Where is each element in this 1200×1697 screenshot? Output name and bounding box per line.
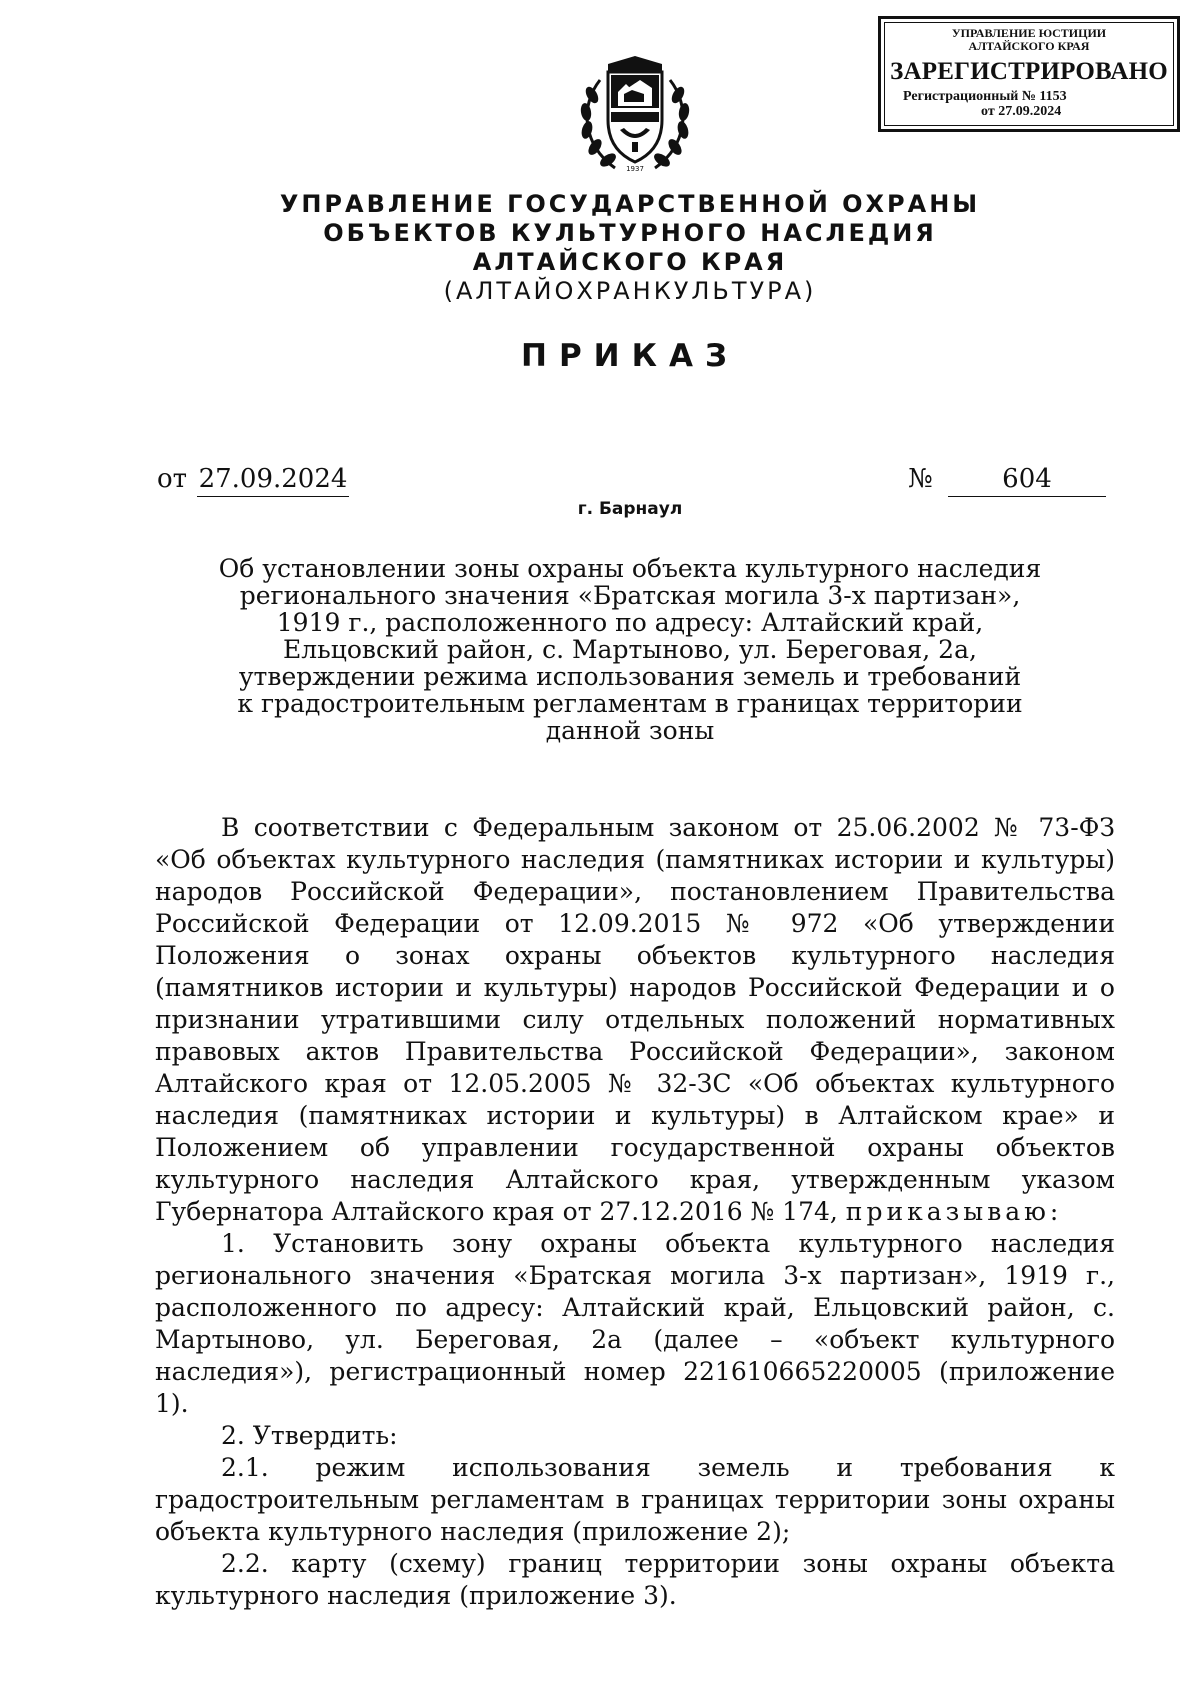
agency-line2: ОБЪЕКТОВ КУЛЬТУРНОГО НАСЛЕДИЯ bbox=[323, 219, 937, 247]
stamp-agency-line2: АЛТАЙСКОГО КРАЯ bbox=[968, 39, 1090, 53]
subject-line: утверждении режима использования земель и требований bbox=[238, 662, 1022, 691]
preamble-paragraph bbox=[155, 812, 1115, 1228]
city-label: г. Барнаул bbox=[577, 499, 683, 519]
subject-line: Об установлении зоны охраны объекта культурного наследия bbox=[218, 554, 1042, 583]
clause-1: 1. Установить зону охраны объекта культурного наследия регионального значения «Братская могила 3-х партизан», 1919 г., расположенного по адресу: Алтайский край, Ельцовский район, с. Мартыново, ул. Береговая, 2а (далее – «объект культурного наследия»), регистрационный номер 221610665220005 (приложение 1). bbox=[155, 1229, 1115, 1418]
agency-short-name: (АЛТАЙОХРАНКУЛЬТУРА) bbox=[443, 277, 817, 305]
document-type-title: ПРИКАЗ bbox=[521, 338, 739, 374]
document-subject bbox=[190, 555, 1070, 744]
svg-text:1937: 1937 bbox=[626, 165, 644, 173]
stamp-registration-number: Регистрационный № 1153 bbox=[903, 89, 1067, 104]
agency-header bbox=[160, 190, 1100, 306]
subject-line: к градостроительным регламентам в границах территории bbox=[237, 689, 1023, 718]
clause-2-2: 2.2. карту (схему) границ территории зоны охраны объекта культурного наследия (приложение 3). bbox=[155, 1549, 1115, 1610]
preamble-text: В соответствии с Федеральным законом от 25.06.2002 № 73-ФЗ «Об объектах культурного наследия (памятниках истории и культуры) народов Российской Федерации», постановлением Правительства Российской Федерации от 12.09.2015 № 972 «Об утверждении Положения о зонах охраны объектов культурного наследия (памятников истории и культуры) народов Российской Федерации и о признании утратившими силу отдельных положений нормативных правовых актов Правительства Российской Федерации», законом Алтайского края от 12.05.2005 № 32-ЗС «Об объектах культурного наследия (памятниках истории и культуры) в Алтайском крае» и Положением об управлении государственной охраны объектов культурного наследия Алтайского края, утвержденным указом Губернатора Алтайского края от 27.12.2016 № 174, bbox=[155, 813, 1115, 1226]
clause-2-1: 2.1. режим использования земель и требования к градостроительным регламентам в границах территории зоны охраны объекта культурного наследия (приложение 2); bbox=[155, 1453, 1115, 1546]
agency-line1: УПРАВЛЕНИЕ ГОСУДАРСТВЕННОЙ ОХРАНЫ bbox=[279, 190, 981, 218]
subject-line: данной зоны bbox=[545, 716, 715, 745]
subject-line: регионального значения «Братская могила 3-х партизан», bbox=[239, 581, 1021, 610]
altai-coat-of-arms-emblem bbox=[570, 50, 700, 180]
subject-line: 1919 г., расположенного по адресу: Алтайский край, bbox=[276, 608, 984, 637]
document-number: 604 bbox=[948, 464, 1106, 497]
agency-line3: АЛТАЙСКОГО КРАЯ bbox=[472, 248, 788, 276]
stamp-registration-date: от 27.09.2024 bbox=[981, 104, 1062, 119]
stamp-agency-line1: УПРАВЛЕНИЕ ЮСТИЦИИ bbox=[951, 26, 1107, 40]
date-label: от bbox=[157, 464, 188, 494]
clause-2: 2. Утвердить: bbox=[221, 1421, 398, 1450]
subject-line: Ельцовский район, с. Мартыново, ул. Береговая, 2а, bbox=[283, 635, 977, 664]
document-date: 27.09.2024 bbox=[197, 464, 349, 497]
registration-stamp bbox=[878, 16, 1180, 132]
stamp-title: ЗАРЕГИСТРИРОВАНО bbox=[890, 58, 1168, 85]
document-body bbox=[155, 812, 1115, 1612]
number-label: № bbox=[908, 464, 933, 494]
order-word: приказываю: bbox=[845, 1197, 1063, 1226]
